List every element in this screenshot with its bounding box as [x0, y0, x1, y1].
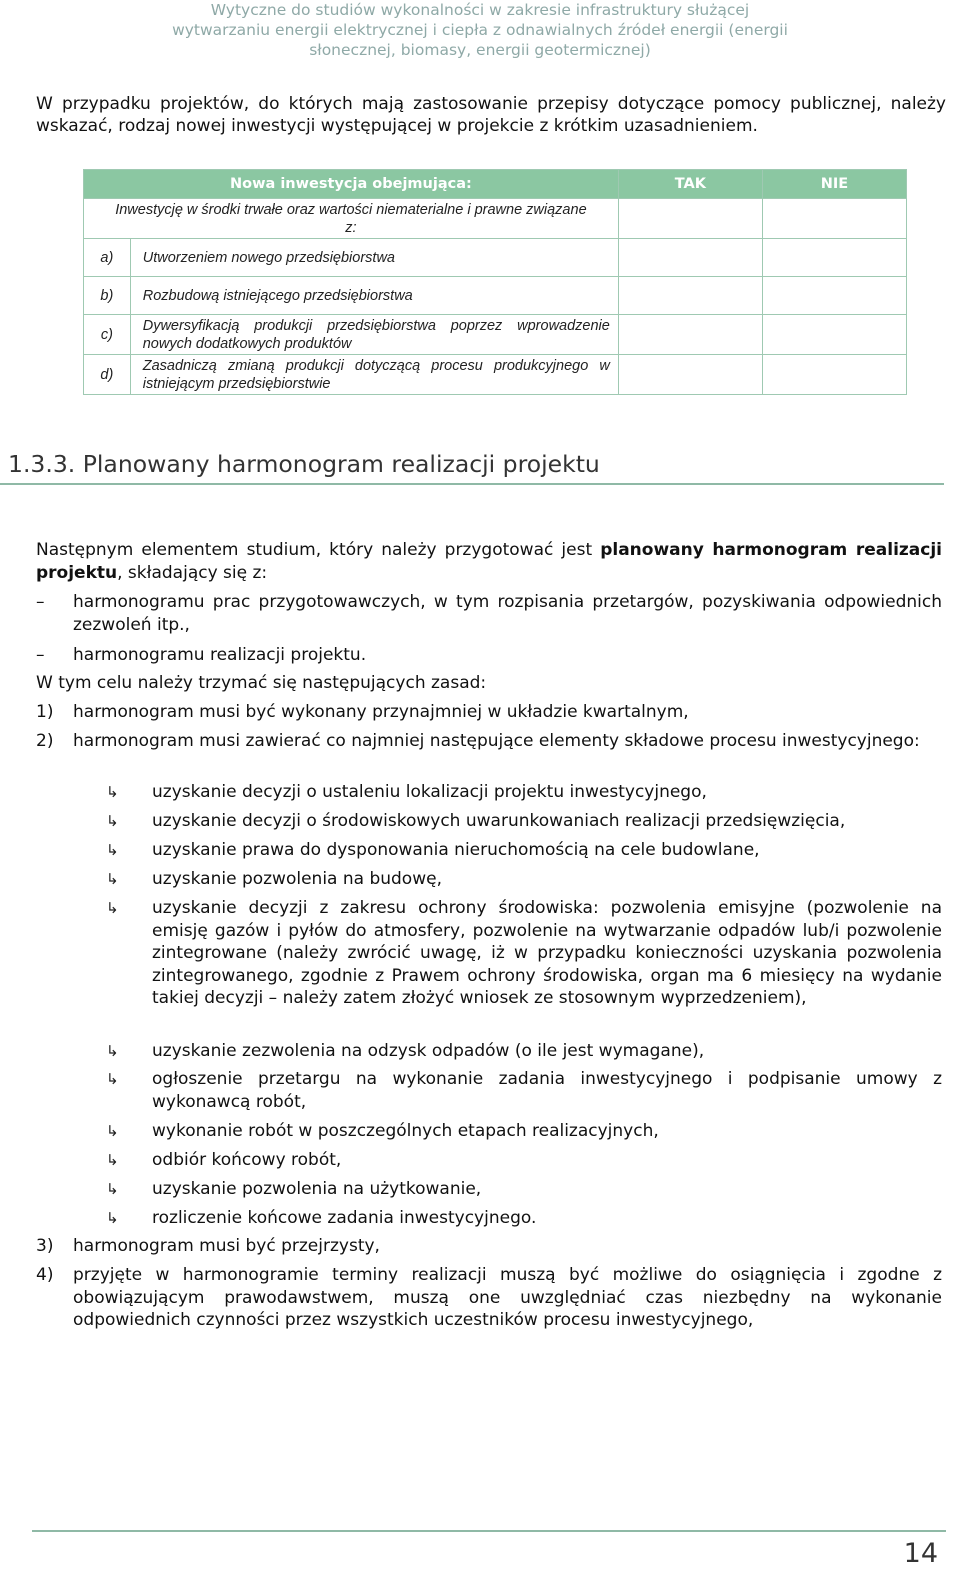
sub-item: uzyskanie decyzji o ustaleniu lokalizacji projektu inwestycyjnego,: [152, 782, 707, 802]
paragraph-2: W tym celu należy trzymać się następujących zasad:: [36, 673, 487, 693]
header-line-1: Wytyczne do studiów wykonalności w zakresie infrastruktury służącej: [210, 1, 750, 19]
table-row: [84, 315, 907, 355]
table-header-row: [84, 170, 907, 199]
numbered-item-3: harmonogram musi być przejrzysty,: [73, 1236, 380, 1256]
arrow-icon: ↳: [106, 783, 119, 801]
sub-item: uzyskanie pozwolenia na użytkowanie,: [152, 1179, 482, 1199]
no-cell[interactable]: [762, 355, 906, 395]
arrow-icon: ↳: [106, 1122, 119, 1140]
table-subheader: Inwestycję w środki trwałe oraz wartości niematerialne i prawne związane z:: [84, 199, 619, 239]
no-cell[interactable]: [762, 199, 906, 239]
no-cell[interactable]: [762, 315, 906, 355]
p1-bold: planowany harmonogram realizacji projektu: [36, 540, 942, 583]
table-header-yes: TAK: [618, 170, 762, 199]
section-rule: [0, 483, 944, 485]
footer-rule: [32, 1530, 946, 1532]
p1-text-a: Następnym elementem studium, który należy przygotować jest: [36, 540, 601, 560]
dash-marker: –: [36, 645, 45, 665]
sub-item: uzyskanie zezwolenia na odzysk odpadów (o ile jest wymagane),: [152, 1041, 705, 1061]
table-row: [84, 277, 907, 315]
paragraph-1: [36, 539, 942, 584]
numbered-item-2: harmonogram musi zawierać co najmniej następujące elementy składowe procesu inwestycyjnego:: [73, 731, 920, 751]
row-label: d): [84, 355, 131, 395]
sub-item: wykonanie robót w poszczególnych etapach realizacyjnych,: [152, 1121, 659, 1141]
number-marker: 1): [36, 702, 54, 722]
page-number: 14: [903, 1538, 938, 1569]
arrow-icon: ↳: [106, 1209, 119, 1227]
table-header-title: Nowa inwestycja obejmująca:: [84, 170, 619, 199]
numbered-item-4: przyjęte w harmonogramie terminy realizacji muszą być możliwe do osiągnięcia i zgodne z obowiązującym prawodawstwem, muszą one uwzględniać czas niezbędny na wykonanie odpowiednich czynności przez wszystkich uczestników procesu inwestycyjnego,: [73, 1265, 942, 1330]
arrow-icon: ↳: [106, 812, 119, 830]
row-label: a): [84, 239, 131, 277]
no-cell[interactable]: [762, 239, 906, 277]
dash-marker: –: [36, 592, 45, 612]
row-text: Utworzeniem nowego przedsiębiorstwa: [130, 239, 618, 277]
row-text: Rozbudową istniejącego przedsiębiorstwa: [130, 277, 618, 315]
header-line-2: wytwarzaniu energii elektrycznej i ciepła z odnawialnych źródeł energii (energii: [172, 21, 788, 39]
investment-type-table: [83, 169, 907, 395]
table-row: [84, 355, 907, 395]
sub-item: uzyskanie prawa do dysponowania nieruchomością na cele budowlane,: [152, 840, 760, 860]
yes-cell[interactable]: [618, 355, 762, 395]
table-row: [84, 239, 907, 277]
yes-cell[interactable]: [618, 199, 762, 239]
table-subheader-row: [84, 199, 907, 239]
arrow-icon: ↳: [106, 1180, 119, 1198]
arrow-icon: ↳: [106, 841, 119, 859]
row-text: Dywersyfikacją produkcji przedsiębiorstwa poprzez wprowadzenie nowych dodatkowych produktów: [130, 315, 618, 355]
header-line-3: słonecznej, biomasy, energii geotermicznej): [309, 41, 651, 59]
arrow-icon: ↳: [106, 899, 119, 917]
sub-item: uzyskanie decyzji z zakresu ochrony środowiska: pozwolenia emisyjne (pozwolenie na emisję gazów i pyłów do atmosfery, pozwolenie na wytwarzanie odpadów lub/i pozwolenie zintegrowane (należy zwrócić uwagę, iż w przypadku konieczności uzyskania pozwolenia zintegrowanego, zgodnie z Prawem ochrony środowiska, organ ma 6 miesięcy na wydanie takiej decyzji – należy zatem złożyć wniosek ze stosownym wyprzedzeniem),: [152, 898, 942, 1008]
numbered-item-1: harmonogram musi być wykonany przynajmniej w układzie kwartalnym,: [73, 702, 689, 722]
sub-item: ogłoszenie przetargu na wykonanie zadania inwestycyjnego i podpisanie umowy z wykonawcą robót,: [152, 1069, 942, 1112]
number-marker: 3): [36, 1236, 54, 1256]
p1-text-b: , składający się z:: [117, 562, 268, 583]
arrow-icon: ↳: [106, 1070, 119, 1088]
section-title: 1.3.3. Planowany harmonogram realizacji projektu: [8, 450, 600, 478]
row-label: c): [84, 315, 131, 355]
yes-cell[interactable]: [618, 277, 762, 315]
arrow-icon: ↳: [106, 870, 119, 888]
no-cell[interactable]: [762, 277, 906, 315]
yes-cell[interactable]: [618, 239, 762, 277]
dash-item-2: harmonogramu realizacji projektu.: [73, 645, 367, 665]
page-header: [0, 0, 960, 60]
number-marker: 4): [36, 1265, 54, 1285]
dash-item-1: harmonogramu prac przygotowawczych, w tym rozpisania przetargów, pozyskiwania odpowiednich zezwoleń itp.,: [73, 592, 942, 635]
row-label: b): [84, 277, 131, 315]
sub-item: rozliczenie końcowe zadania inwestycyjnego.: [152, 1208, 537, 1228]
yes-cell[interactable]: [618, 315, 762, 355]
arrow-icon: ↳: [106, 1151, 119, 1169]
sub-item: uzyskanie pozwolenia na budowę,: [152, 869, 442, 889]
row-text: Zasadniczą zmianą produkcji dotyczącą procesu produkcyjnego w istniejącym przedsiębiorstwie: [130, 355, 618, 395]
table-header-no: NIE: [762, 170, 906, 199]
sub-item: uzyskanie decyzji o środowiskowych uwarunkowaniach realizacji przedsięwzięcia,: [152, 811, 846, 831]
sub-item: odbiór końcowy robót,: [152, 1150, 342, 1170]
arrow-icon: ↳: [106, 1042, 119, 1060]
number-marker: 2): [36, 731, 54, 751]
intro-paragraph: W przypadku projektów, do których mają zastosowanie przepisy dotyczące pomocy publicznej, należy wskazać, rodzaj nowej inwestycji występującej w projekcie z krótkim uzasadnieniem.: [36, 94, 946, 136]
